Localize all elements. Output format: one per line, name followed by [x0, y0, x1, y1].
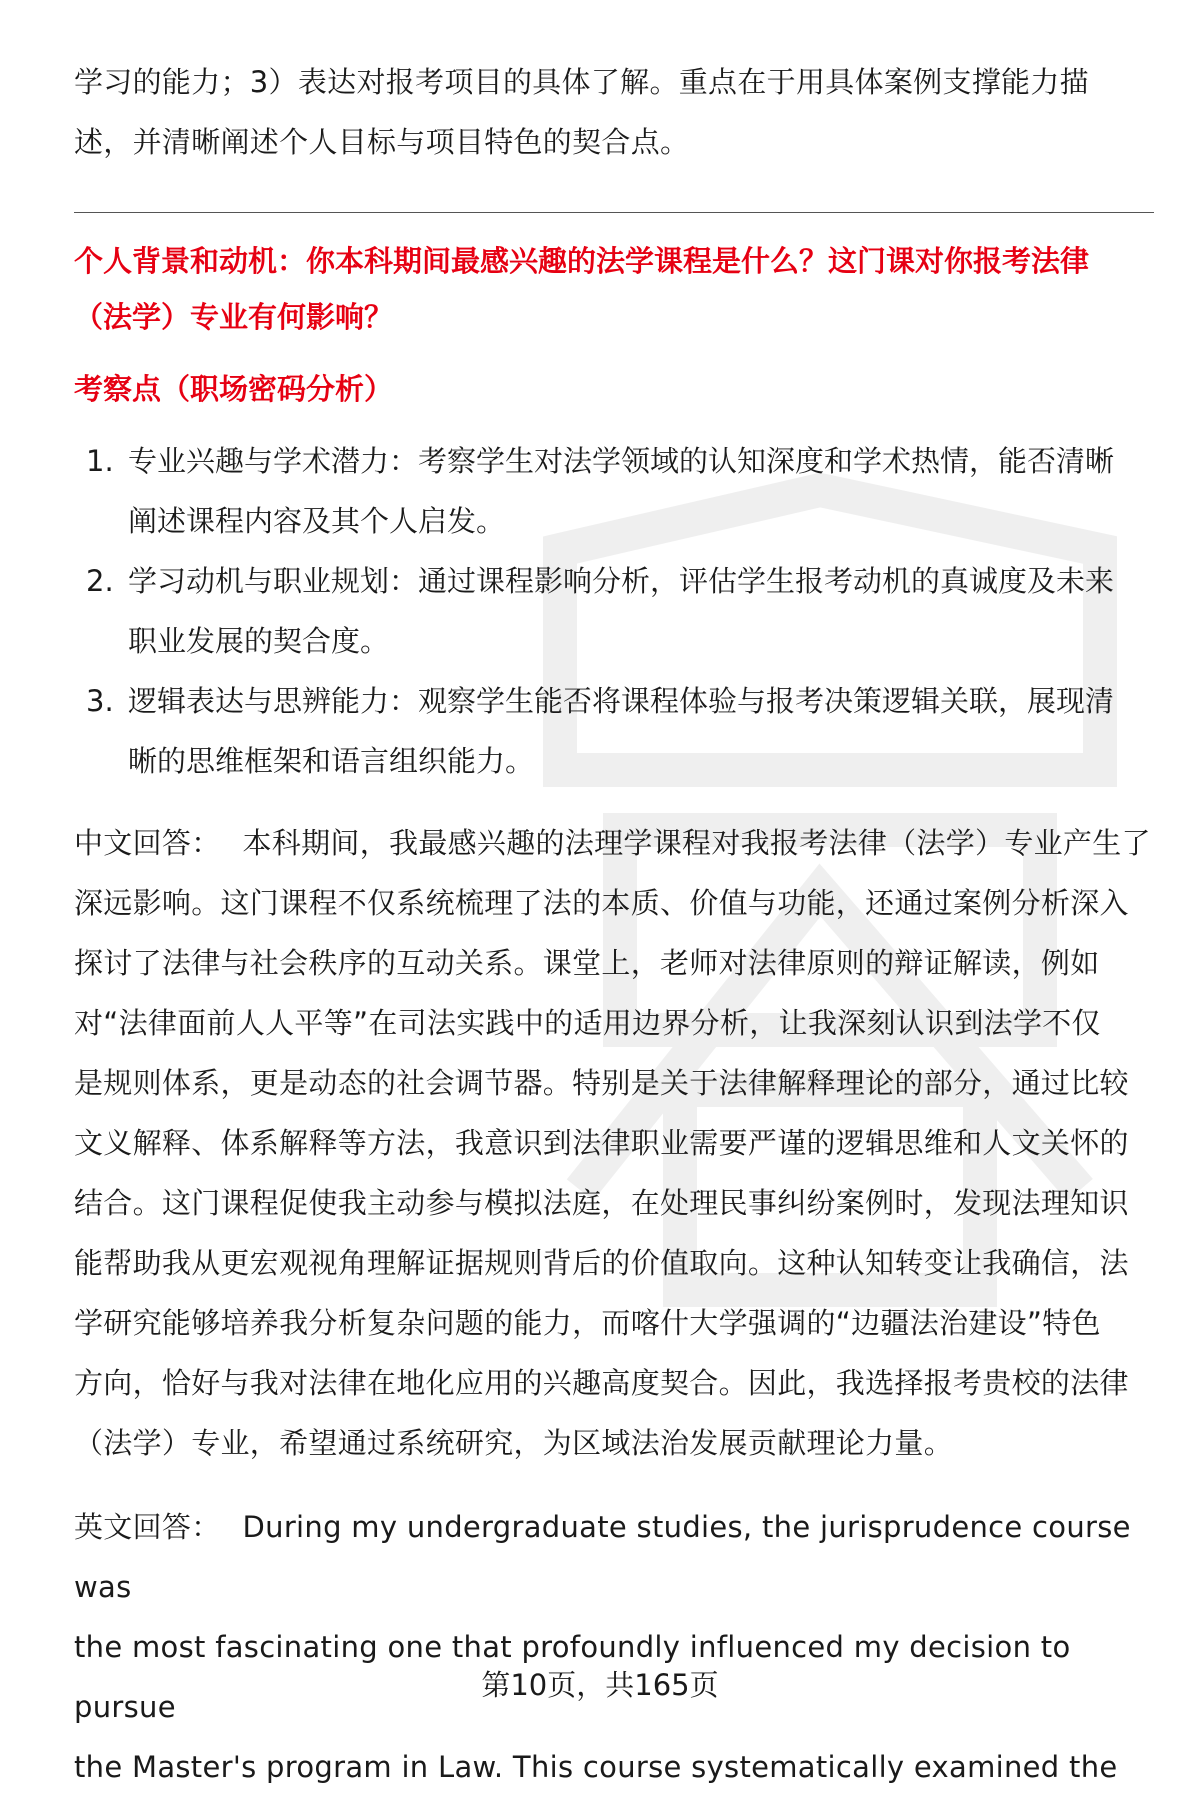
- list-item-text: 学习动机与职业规划：通过课程影响分析，评估学生报考动机的真诚度及未来: [128, 564, 1115, 598]
- answer-line: 探讨了法律与社会秩序的互动关系。课堂上，老师对法律原则的辩证解读，例如: [74, 946, 1100, 980]
- list-item-number: 3.: [86, 684, 114, 718]
- question-heading-line: （法学）专业有何影响？: [74, 300, 394, 334]
- document-content: [74, 52, 1154, 1797]
- answer-line: 文义解释、体系解释等方法，我意识到法律职业需要严谨的逻辑思维和人文关怀的: [74, 1126, 1129, 1160]
- english-answer: [74, 1497, 1154, 1797]
- list-item-text: 职业发展的契合度。: [128, 624, 390, 658]
- answer-line-text: 本科期间，我最感兴趣的法理学课程对我报考法律（法学）专业产生了: [242, 826, 1151, 860]
- intro-line: 述，并清晰阐述个人目标与项目特色的契合点。: [74, 125, 690, 159]
- page-number-footer: 第10页，共165页: [481, 1668, 719, 1702]
- intro-line: 学习的能力；3）表达对报考项目的具体了解。重点在于用具体案例支撑能力描: [74, 65, 1089, 99]
- answer-line: the Master's program in Law. This course systematically examined the: [74, 1750, 1118, 1784]
- answer-line: 方向，恰好与我对法律在地化应用的兴趣高度契合。因此，我选择报考贵校的法律: [74, 1366, 1129, 1400]
- chinese-answer-label: 中文回答：: [74, 826, 221, 860]
- answer-line-text: During my undergraduate studies, the jurisprudence course was: [74, 1510, 1131, 1604]
- list-item-text: 阐述课程内容及其个人启发。: [128, 504, 506, 538]
- exam-points-title: 考察点（职场密码分析）: [74, 372, 394, 406]
- answer-line: [74, 1497, 1154, 1617]
- list-item-number: 2.: [86, 564, 114, 598]
- exam-points-list: [74, 431, 1154, 791]
- list-item-text: 专业兴趣与学术潜力：考察学生对法学领域的认知深度和学术热情，能否清晰: [128, 444, 1115, 478]
- answer-line: [74, 813, 1154, 873]
- answer-line: 对“法律面前人人平等”在司法实践中的适用边界分析，让我深刻认识到法学不仅: [74, 1006, 1101, 1040]
- english-answer-label: 英文回答：: [74, 1510, 221, 1544]
- answer-line: the most fascinating one that profoundly influenced my decision to pursue: [74, 1630, 1071, 1724]
- list-item: [74, 551, 1154, 671]
- chinese-answer: [74, 813, 1154, 1473]
- answer-line: 是规则体系，更是动态的社会调节器。特别是关于法律解释理论的部分，通过比较: [74, 1066, 1129, 1100]
- list-item-number: 1.: [86, 444, 114, 478]
- list-item: [74, 431, 1154, 551]
- list-item-text: 晰的思维框架和语言组织能力。: [128, 744, 535, 778]
- answer-line: 能帮助我从更宏观视角理解证据规则背后的价值取向。这种认知转变让我确信，法: [74, 1246, 1129, 1280]
- question-heading-line: 个人背景和动机：你本科期间最感兴趣的法学课程是什么？这门课对你报考法律: [74, 244, 1090, 278]
- answer-line: （法学）专业，希望通过系统研究，为区域法治发展贡献理论力量。: [74, 1426, 954, 1460]
- answer-line: 学研究能够培养我分析复杂问题的能力，而喀什大学强调的“边疆法治建设”特色: [74, 1306, 1101, 1340]
- list-item: [74, 671, 1154, 791]
- section-divider: [74, 212, 1154, 213]
- answer-line: 结合。这门课程促使我主动参与模拟法庭，在处理民事纠纷案例时，发现法理知识: [74, 1186, 1129, 1220]
- list-item-text: 逻辑表达与思辨能力：观察学生能否将课程体验与报考决策逻辑关联，展现清: [128, 684, 1115, 718]
- answer-line: 深远影响。这门课程不仅系统梳理了法的本质、价值与功能，还通过案例分析深入: [74, 886, 1129, 920]
